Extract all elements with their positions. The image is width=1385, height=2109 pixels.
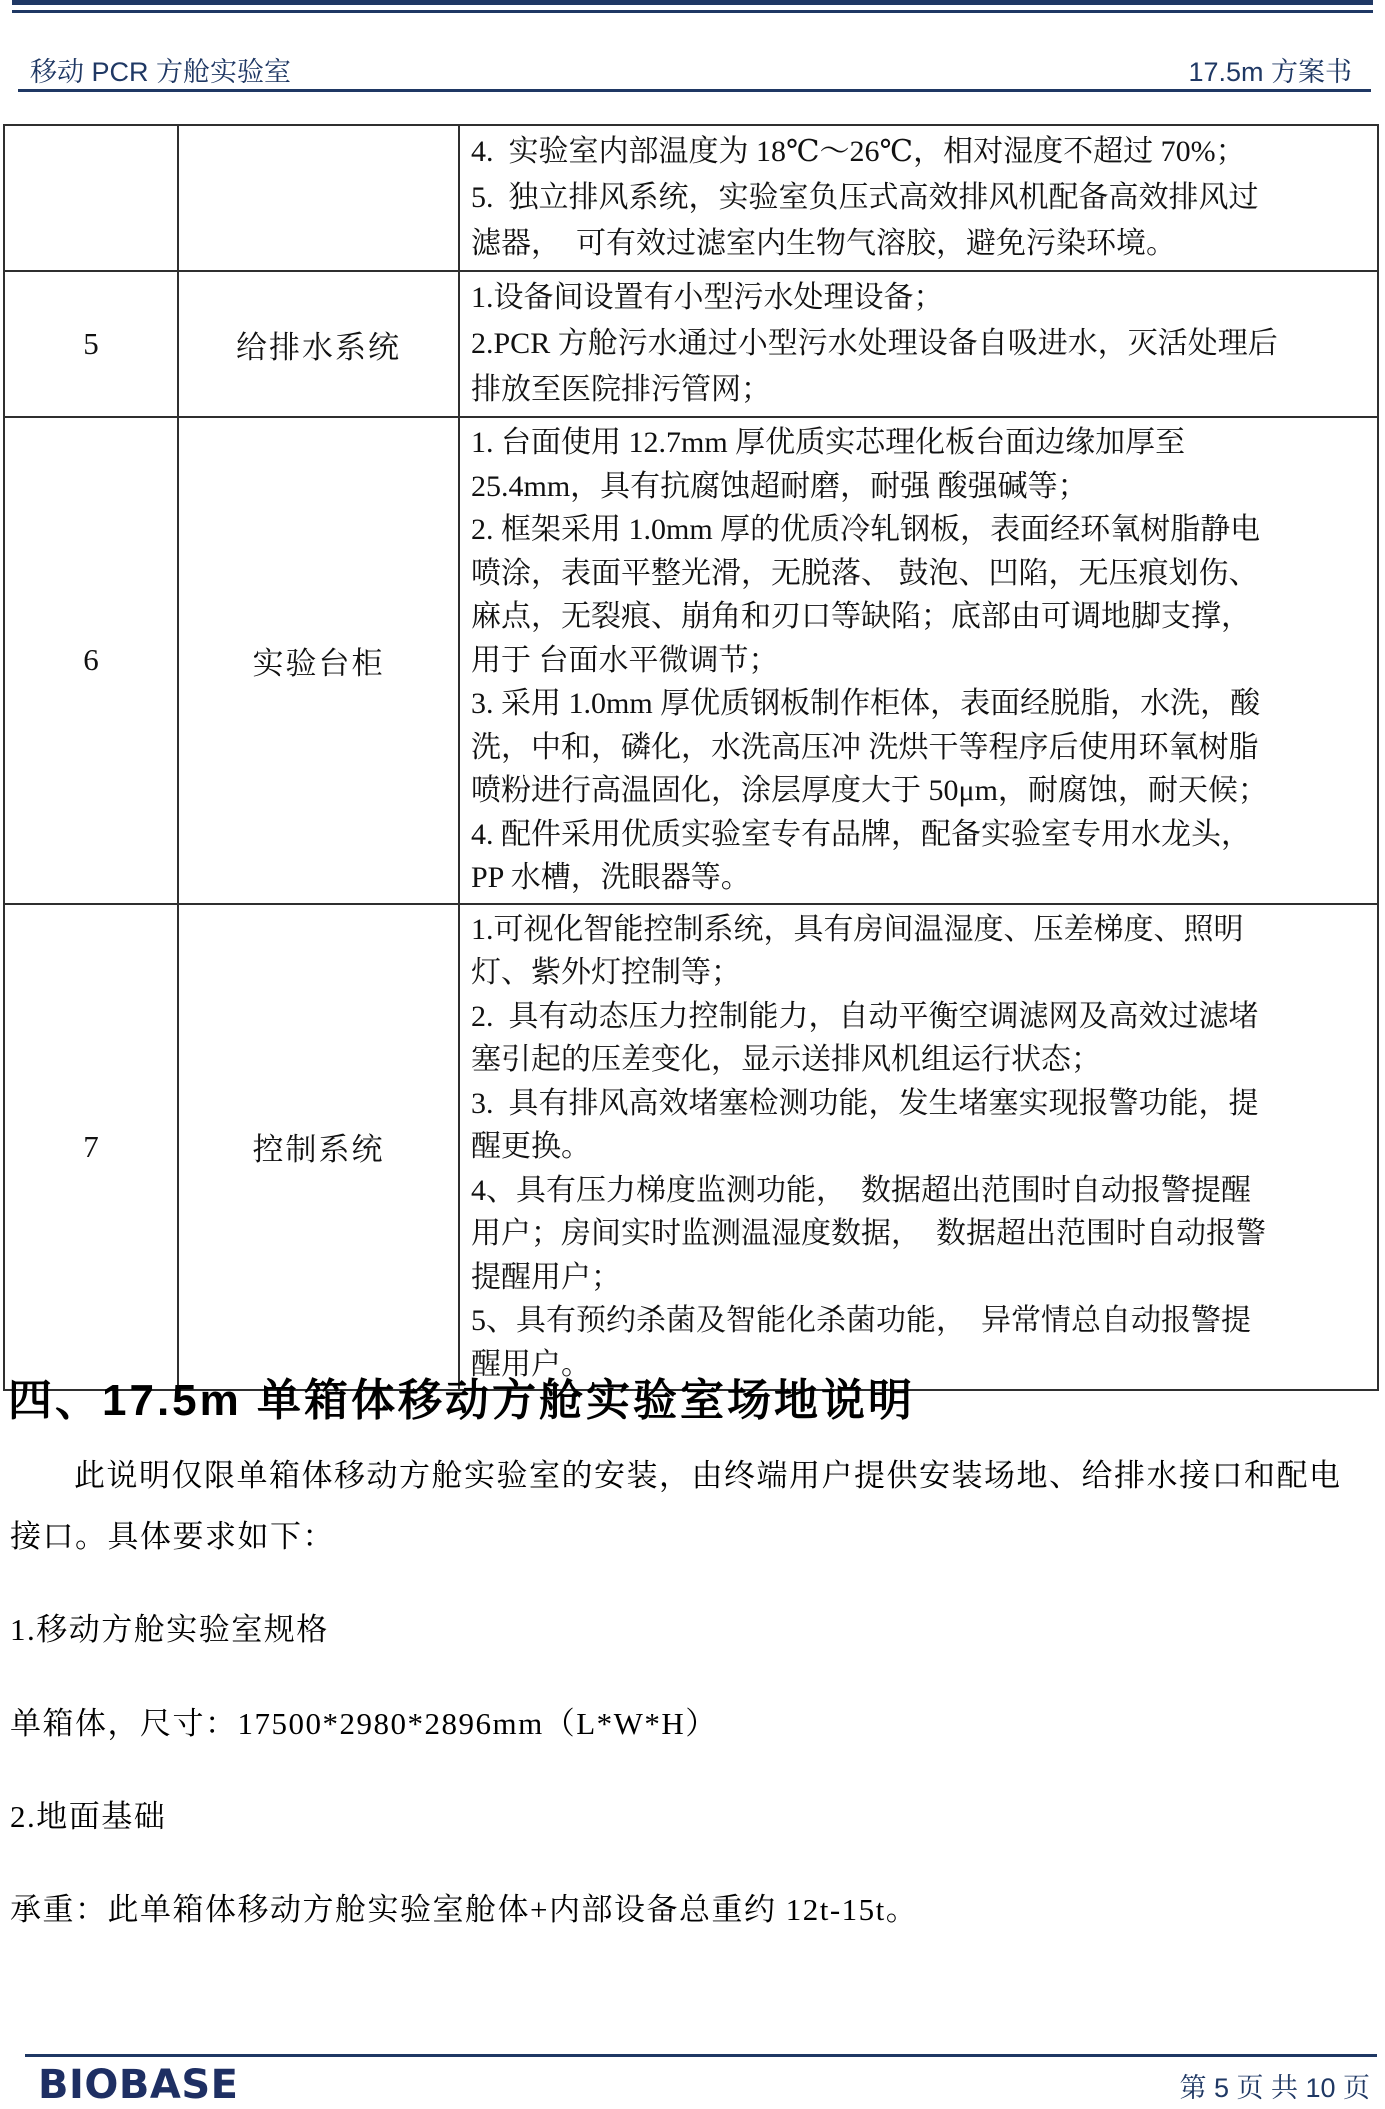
spec-line: 洗，中和，磷化，水洗高压冲 洗烘干等程序后使用环氧树脂 (471, 730, 1259, 764)
spec-line: 4、具有压力梯度监测功能， 数据超出范围时自动报警提醒 (471, 1173, 1251, 1207)
spec-line: 1. 台面使用 12.7mm 厚优质实芯理化板台面边缘加厚至 (471, 426, 1186, 459)
footer-rule (25, 2054, 1377, 2057)
description-cell (459, 904, 1378, 1391)
biobase-logo: BIOBASE (38, 2062, 239, 2108)
system-name-cell: 控制系统 (178, 904, 459, 1391)
spec-line: 2. 框架采用 1.0mm 厚的优质冷轧钢板，表面经环氧树脂静电 (471, 513, 1261, 546)
spec-table (3, 124, 1379, 1391)
paragraph-line: 此说明仅限单箱体移动方舱实验室的安装，由终端用户提供安装场地、给排水接口和配电 (74, 1458, 1342, 1493)
section-heading: 四、17.5m 单箱体移动方舱实验室场地说明 (8, 1376, 915, 1425)
table-row (4, 271, 1378, 417)
table-row (4, 417, 1378, 904)
row-number-cell (4, 125, 178, 271)
spec-line: 醒更换。 (471, 1130, 591, 1163)
spec-line: 1.可视化智能控制系统，具有房间温湿度、压差梯度、照明 (471, 912, 1244, 946)
paragraph-subheading-specs: 1.移动方舱实验室规格 (10, 1612, 329, 1647)
row-number-cell: 7 (4, 904, 178, 1391)
table-row (4, 904, 1378, 1391)
spec-line: 5、具有预约杀菌及智能化杀菌功能， 异常情总自动报警提 (471, 1304, 1251, 1337)
spec-table-body (4, 125, 1378, 1390)
header-rule (18, 89, 1371, 92)
description-cell (459, 417, 1378, 904)
header-doc-type: 17.5m 方案书 (1188, 57, 1352, 87)
system-name-cell: 给排水系统 (178, 271, 459, 417)
top-rule-thick (12, 0, 1373, 5)
spec-line: 塞引起的压差变化，显示送排风机组运行状态； (471, 1043, 1101, 1076)
row-number-cell: 6 (4, 417, 178, 904)
spec-line: PP 水槽，洗眼器等。 (471, 861, 751, 894)
description-cell (459, 271, 1378, 417)
spec-line: 提醒用户； (471, 1260, 621, 1294)
system-name-cell: 实验台柜 (178, 417, 459, 904)
description-cell (459, 125, 1378, 271)
spec-line: 3. 采用 1.0mm 厚优质钢板制作柜体，表面经脱脂，水洗，酸 (471, 687, 1261, 720)
spec-line: 2. 具有动态压力控制能力，自动平衡空调滤网及高效过滤堵 (471, 999, 1259, 1033)
system-name-cell (178, 125, 459, 271)
paragraph-subheading-foundation: 2.地面基础 (10, 1799, 167, 1834)
spec-line: 3. 具有排风高效堵塞检测功能，发生堵塞实现报警功能，提 (471, 1086, 1259, 1120)
table-row (4, 125, 1378, 271)
page-number: 第 5 页 共 10 页 (1179, 2073, 1370, 2103)
spec-line: 5. 独立排风系统，实验室负压式高效排风机配备高效排风过 (471, 181, 1259, 214)
spec-line: 滤器， 可有效过滤室内生物气溶胶，避免污染环境。 (471, 227, 1176, 260)
row-number-cell: 5 (4, 271, 178, 417)
header-doc-title: 移动 PCR 方舱实验室 (30, 57, 292, 87)
spec-line: 排放至医院排污管网； (471, 373, 771, 406)
paragraph-dimensions: 单箱体，尺寸：17500*2980*2896mm（L*W*H） (10, 1706, 718, 1741)
spec-line: 1.设备间设置有小型污水处理设备； (471, 281, 944, 314)
paragraph-weight: 承重：此单箱体移动方舱实验室舱体+内部设备总重约 12t-15t。 (10, 1892, 919, 1927)
spec-line: 喷涂，表面平整光滑，无脱落、 鼓泡、凹陷，无压痕划伤、 (471, 556, 1259, 590)
spec-line: 喷粉进行高温固化，涂层厚度大于 50μm，耐腐蚀，耐天候； (471, 774, 1268, 807)
spec-line: 醒用户。 (471, 1347, 591, 1381)
spec-line: 用于 台面水平微调节； (471, 643, 779, 677)
spec-line: 2.PCR 方舱污水通过小型污水处理设备自吸进水，灭活处理后 (471, 327, 1278, 360)
top-rule-thin (12, 10, 1373, 13)
spec-line: 用户；房间实时监测温湿度数据， 数据超出范围时自动报警 (471, 1217, 1266, 1250)
spec-line: 4. 配件采用优质实验室专有品牌，配备实验室专用水龙头， (471, 817, 1251, 851)
spec-line: 麻点，无裂痕、崩角和刃口等缺陷；底部由可调地脚支撑， (471, 600, 1251, 633)
spec-line: 灯、紫外灯控制等； (471, 956, 741, 989)
spec-line: 4. 实验室内部温度为 18℃～26℃，相对湿度不超过 70%； (471, 135, 1246, 168)
paragraph-line: 接口。具体要求如下： (10, 1519, 335, 1554)
spec-line: 25.4mm，具有抗腐蚀超耐磨，耐强 酸强碱等； (471, 469, 1088, 503)
